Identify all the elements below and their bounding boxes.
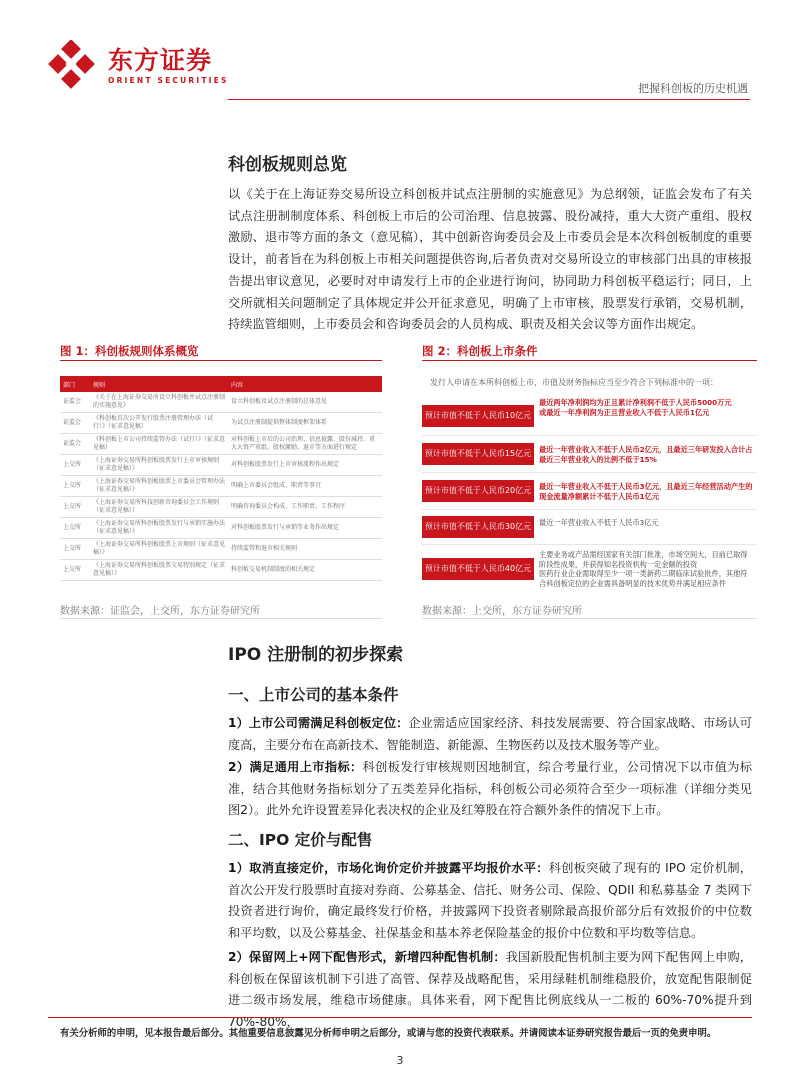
standard-divider bbox=[422, 544, 757, 545]
figure1-title-rule bbox=[60, 360, 382, 361]
rule-cell: 《上海证券交易所科创板股票发行与承销实施办法（征求意见稿）》 bbox=[90, 518, 228, 539]
condition-text: 最近一年营业收入不低于人民币2亿元，且最近三年研发投入合计占最近三年营业收入的比例不低于15% bbox=[539, 445, 753, 464]
table-row bbox=[60, 539, 382, 560]
dept-cell: 证监会 bbox=[60, 392, 90, 413]
page-number: 3 bbox=[396, 1054, 404, 1067]
listing-standard bbox=[422, 474, 757, 508]
content-cell: 对科创板上市后的公司治理、信息披露、股份减持、重大大资产重组、股权激励、退市等方面进行规定 bbox=[228, 434, 382, 455]
condition-text: 最近两年净利润均为正且累计净利润不低于人民币5000万元 bbox=[539, 398, 732, 407]
table-row bbox=[60, 434, 382, 455]
table-row bbox=[60, 392, 382, 413]
dept-cell: 证监会 bbox=[60, 413, 90, 434]
market-cap-threshold: 预计市值不低于人民币40亿元 bbox=[422, 558, 534, 580]
rule-cell: 《科创板上市公司持续监管办法（试行）》（征求意见稿） bbox=[90, 434, 228, 455]
condition-text: 或最近一年净利润为正且营业收入不低于人民币1亿元 bbox=[539, 407, 710, 417]
rules-overview-paragraph: 以《关于在上海证券交易所设立科创板并试点注册制的实施意见》为总纲领，证监会发布了有关试点注册制制度体系、科创板上市后的公司治理、信息披露、股份减持，重大大资产重组、股权激励、退市等方面的条文（意见稿），其中创新咨询委员会及上市委员会是本次科创板制度的重要设计，前者旨在为科创板上市相关问题提供咨询,后者负责对交易所设立的审核部门出具的审核报告提出审议意见，必要时对申请发行上市的企业进行询问，协同助力科创板平稳运行；同日，上交所就相关问题制定了具体规定并公开征求意见，明确了上市审核，股票发行承销，交易机制，持续监管细则，上市委员会和咨询委员会的人员构成、职责及相关会议等方面作出规定。 bbox=[228, 187, 752, 332]
col-header-content: 内容 bbox=[228, 376, 382, 392]
subheading-pricing-allocation: 二、IPO 定价与配售 bbox=[228, 831, 373, 849]
standard-divider bbox=[422, 435, 757, 436]
market-cap-threshold: 预计市值不低于人民币15亿元 bbox=[422, 443, 534, 465]
rule-cell: 《关于在上海证券交易所设立科创板并试点注册制的实施意见》 bbox=[90, 392, 228, 413]
header-subtitle: 把握科创板的历史机遇 bbox=[638, 82, 748, 95]
listing-conditions-intro: 发行人申请在本所科创板上市，市值及财务指标应当至少符合下列标准中的一项： bbox=[430, 378, 718, 387]
dept-cell: 上交所 bbox=[60, 560, 90, 581]
brand-name-en: ORIENT SECURITIES bbox=[108, 76, 229, 85]
content-cell: 科创板交易机制制度的相关规定 bbox=[228, 560, 382, 581]
condition-text: 最近一年营业收入不低于人民币3亿元 bbox=[539, 518, 659, 527]
standard-conditions bbox=[539, 482, 754, 501]
content-cell: 明确上市委员会组成、职责等事宜 bbox=[228, 476, 382, 497]
content-cell: 明确咨询委员会构成、工作职责、工作程序 bbox=[228, 497, 382, 518]
content-cell: 为试点注册制提供整体制度框架体系 bbox=[228, 413, 382, 434]
table-row bbox=[60, 413, 382, 434]
paragraph-allocation-text: 我国新股配售机制主要为网下配售网上申购，科创板在保留该机制下引进了高管、保荐及战略配售，采用绿鞋机制维稳股价，放宽配售限制促进二级市场发展，维稳市场健康。具体来看，网下配售比例底线从一二板的 60%-70%提升到 70%-80%， bbox=[228, 950, 752, 1030]
table-row bbox=[60, 518, 382, 539]
dept-cell: 上交所 bbox=[60, 539, 90, 560]
content-cell: 对科创板股票发行上市审核流程作出规定 bbox=[228, 455, 382, 476]
paragraph-pricing-lead: 1）取消直接定价，市场化询价定价并披露平均报价水平： bbox=[228, 861, 549, 875]
paragraph-allocation-lead: 2）保留网上+网下配售形式，新增四种配售机制： bbox=[228, 950, 506, 964]
subheading-basic-conditions: 一、上市公司的基本条件 bbox=[228, 686, 399, 704]
market-cap-threshold: 预计市值不低于人民币30亿元 bbox=[422, 516, 534, 538]
content-cell: 设立科创板及试点注册制的总体意见 bbox=[228, 392, 382, 413]
condition-text: 主要业务或产品需经国家有关部门批准，市场空间大，目前已取得阶段性成果，并获得知名投资机构一定金额的投资 bbox=[539, 550, 748, 569]
condition-text: 最近一年营业收入不低于人民币3亿元，且最近三年经营活动产生的现金流量净额累计不低于人民币1亿元 bbox=[539, 482, 753, 501]
figure2-bottom-rule bbox=[422, 618, 757, 619]
condition-text: 医药行业企业需取得至少一项一类新药二期临床试验批件，其他符合科创板定位的企业需具备明显的技术优势并满足相应条件 bbox=[539, 569, 748, 588]
rule-cell: 《科创板首次公开发行股票注册管理办法（试行）》（征求意见稿） bbox=[90, 413, 228, 434]
figure1-source: 数据来源：证监会，上交所，东方证券研究所 bbox=[60, 606, 260, 617]
figure1-title: 图 1：科创板规则体系概览 bbox=[60, 344, 199, 358]
market-cap-threshold: 预计市值不低于人民币20亿元 bbox=[422, 480, 534, 502]
header-divider bbox=[228, 99, 750, 100]
brand-name-cn: 东方证券 bbox=[108, 46, 213, 75]
dept-cell: 上交所 bbox=[60, 497, 90, 518]
dept-cell: 证监会 bbox=[60, 434, 90, 455]
paragraph-pricing bbox=[228, 858, 752, 945]
standard-conditions bbox=[539, 518, 754, 528]
rules-table-header bbox=[60, 376, 382, 392]
table-row bbox=[60, 560, 382, 581]
section-title-rules: 科创板规则总览 bbox=[228, 155, 347, 175]
orient-logo-icon bbox=[48, 40, 100, 92]
rule-cell: 《上海证券交易所科创板股票上市规则（征求意见稿）》 bbox=[90, 539, 228, 560]
dept-cell: 上交所 bbox=[60, 476, 90, 497]
figure2-source: 数据来源：上交所，东方证券研究所 bbox=[422, 606, 582, 617]
footer-divider bbox=[48, 1017, 752, 1018]
paragraph-listing-metrics-lead: 2）满足通用上市指标： bbox=[228, 760, 363, 774]
content-cell: 持续监管和退市相关规则 bbox=[228, 539, 382, 560]
table-row bbox=[60, 476, 382, 497]
paragraph-allocation bbox=[228, 947, 752, 1034]
paragraph-pricing-text: 科创板突破了现有的 IPO 定价机制，首次公开发行股票时直接对券商、公募基金、信托、财务公司、保险、QDII 和私募基金 7 类网下投资者进行询价，确定最终发行价格，并披露网下投资者剔除最高报价部分后有效报价的中位数和平均数，以及公募基金、社保基金和基本养老保险基金的报价中位数和平均数等信息。 bbox=[228, 861, 752, 941]
content-cell: 对科创板股票发行与承销等业务作出规定 bbox=[228, 518, 382, 539]
table-row bbox=[60, 497, 382, 518]
paragraph-listing-metrics-text: 科创板发行审核规则因地制宜，综合考量行业，公司情况下以市值为标准，结合其他财务指标划分了五类差异化指标，科创板公司必须符合至少一项标准（详细分类见图2）。此外允许设置差异化表决权的企业及红筹股在符合额外条件的情况下上市。 bbox=[228, 760, 753, 818]
dept-cell: 上交所 bbox=[60, 518, 90, 539]
col-header-dept: 部门 bbox=[60, 376, 90, 392]
listing-standard bbox=[422, 398, 757, 434]
rules-table bbox=[60, 376, 382, 581]
rule-cell: 《上海证券交易所科创板股票上市委员会管理办法（征求意见稿）》 bbox=[90, 476, 228, 497]
market-cap-threshold: 预计市值不低于人民币10亿元 bbox=[422, 405, 534, 427]
standard-divider bbox=[422, 472, 757, 473]
dept-cell: 上交所 bbox=[60, 455, 90, 476]
section-title-ipo: IPO 注册制的初步探索 bbox=[228, 645, 404, 665]
listing-standard bbox=[422, 546, 757, 592]
paragraph-positioning-text: 企业需适应国家经济、科技发展需要、符合国家战略、市场认可度高，主要分布在高新技术、智能制造、新能源、生物医药以及技术服务等产业。 bbox=[228, 716, 752, 752]
figure2-title: 图 2：科创板上市条件 bbox=[422, 344, 538, 358]
listing-standard bbox=[422, 511, 757, 543]
standard-conditions bbox=[539, 398, 754, 417]
paragraph-positioning-lead: 1）上市公司需满足科创板定位： bbox=[228, 716, 409, 730]
table-row bbox=[60, 455, 382, 476]
figure1-bottom-rule bbox=[60, 618, 382, 619]
rule-cell: 《上海证券交易所科技创新咨询委员会工作规则（征求意见稿）》 bbox=[90, 497, 228, 518]
col-header-rule: 规则 bbox=[90, 376, 228, 392]
figure2-title-rule bbox=[422, 360, 757, 361]
standard-divider bbox=[422, 509, 757, 510]
standard-conditions bbox=[539, 550, 754, 588]
rule-cell: 《上海证券交易所科创板股票发行上市审核规则（征求意见稿）》 bbox=[90, 455, 228, 476]
paragraph-listing-metrics bbox=[228, 757, 752, 822]
paragraph-positioning bbox=[228, 713, 752, 756]
company-logo bbox=[48, 40, 229, 92]
footer-disclaimer: 有关分析师的申明，见本报告最后部分。其他重要信息披露见分析师申明之后部分，或请与您的投资代表联系。并请阅读本证券研究报告最后一页的免责申明。 bbox=[60, 1028, 717, 1039]
standard-conditions bbox=[539, 445, 754, 464]
rule-cell: 《上海证券交易所科创板股票交易特别规定（征求意见稿）》 bbox=[90, 560, 228, 581]
listing-standard bbox=[422, 437, 757, 471]
